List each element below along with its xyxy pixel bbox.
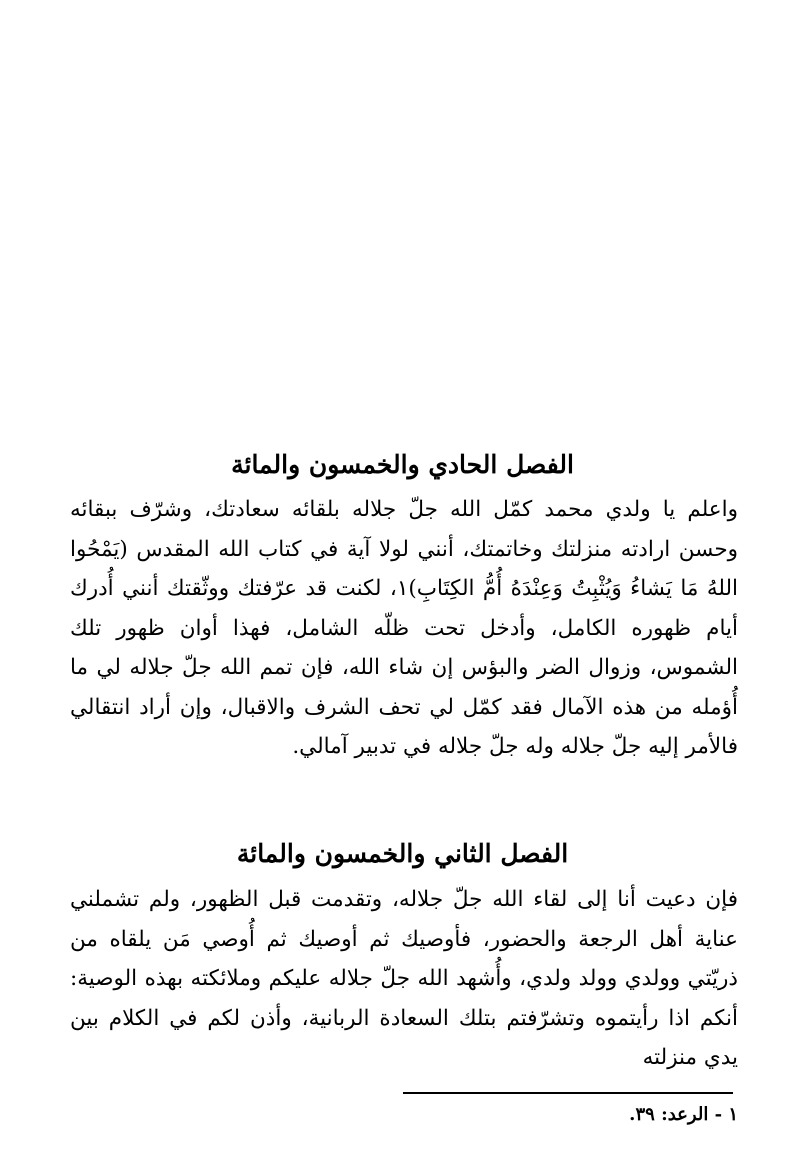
footnote-divider: [403, 1092, 733, 1094]
section-body-152: فإن دعيت أنا إلى لقاء الله جلّ جلاله، وتقدمت قبل الظهور، ولم تشملني عناية أهل الرجعة والحضور، فأوصيك ثم أوصيك ثم أُوصي مَن يلقاه من ذريّتي وولدي وولد ولدي، وأُشهد الله جلّ جلاله عليكم وملائكته بهذه الوصية: أنكم اذا رأيتموه وتشرّفتم بتلك السعادة الربانية، وأذن لكم في الكلام بين يدي منزلته: [70, 887, 738, 1070]
section-title-152: الفصل الثاني والخمسون والمائة: [236, 839, 569, 868]
section-title-151: الفصل الحادي والخمسون والمائة: [231, 450, 574, 479]
footnote: ١ - الرعد: ٣٩.: [629, 1104, 738, 1125]
section-body-151: واعلم يا ولدي محمد كمّل الله جلّ جلاله بلقائه سعادتك، وشرّف ببقائه وحسن ارادته منزلتك وخاتمتك، أنني لولا آية في كتاب الله المقدس (يَمْحُوا اللهُ مَا يَشاءُ وَيُثْبِتُ وَعِنْدَهُ أُمُّ الكِتَابِ)١، لكنت قد عرّفتك ووثّقتك أنني أُدرك أيام ظهوره الكامل، وأدخل تحت ظلّه الشامل، فهذا أوان ظهور تلك الشموس، وزوال الضر والبؤس إن شاء الله، فإن تمم الله جلّ جلاله لي ما أُؤمله من هذه الآمال فقد كمّل لي تحف الشرف والاقبال، وإن أراد انتقالي فالأمر إليه جلّ جلاله وله جلّ جلاله في تدبير آمالي.: [70, 497, 738, 759]
